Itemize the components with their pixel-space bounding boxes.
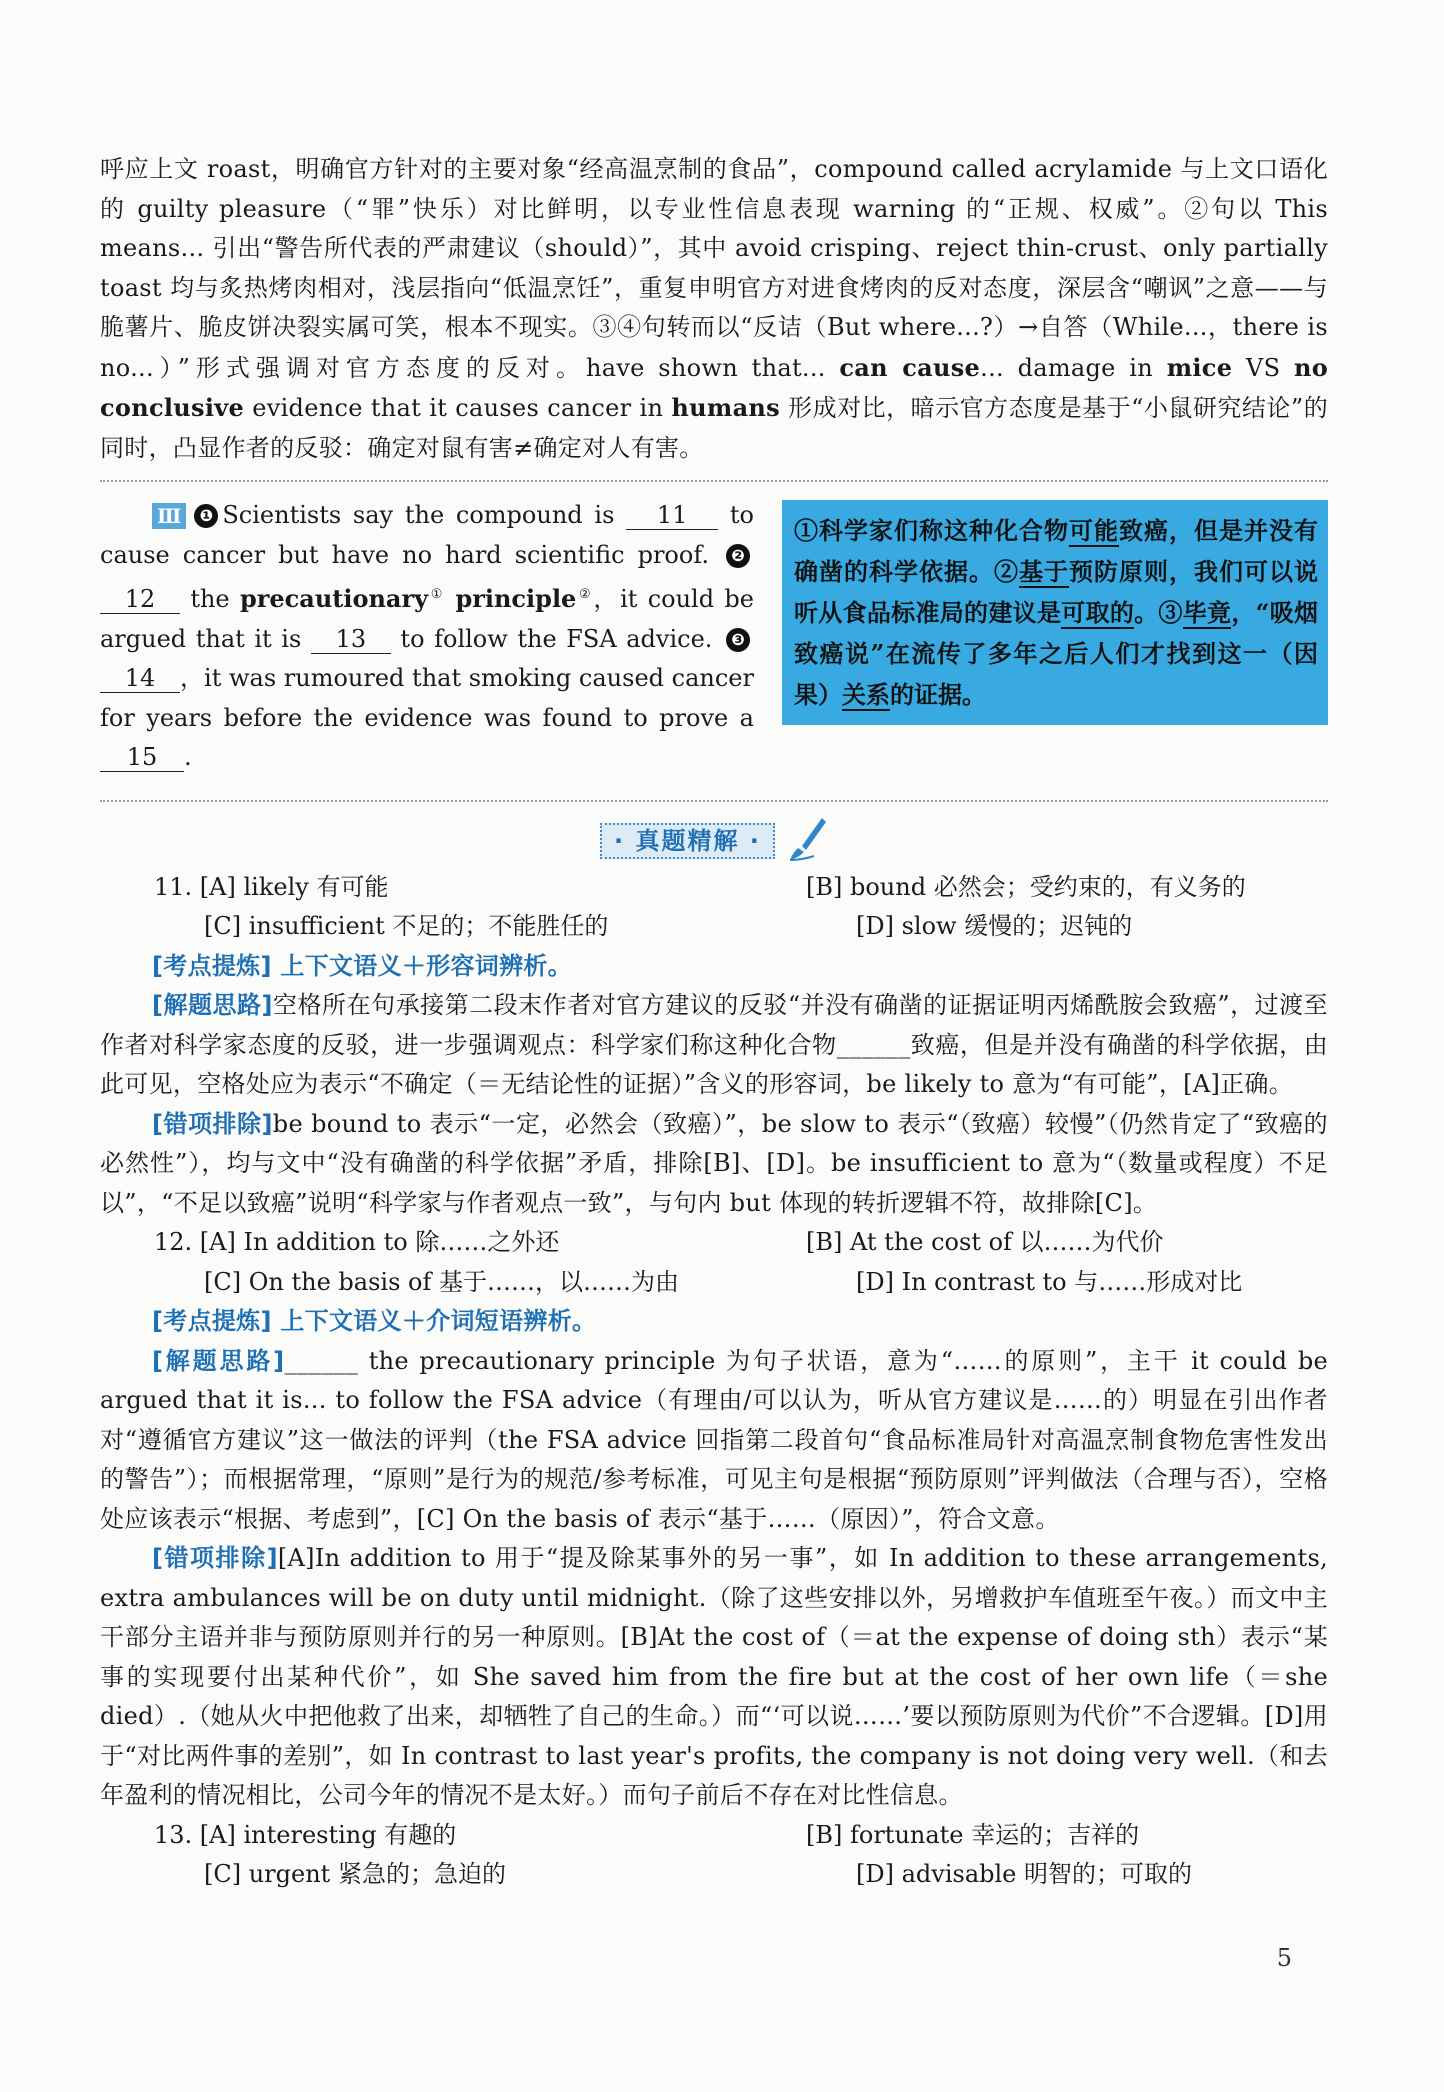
sentence-number: ❸ [726, 628, 750, 652]
option-d: [D] slow 缓慢的；迟钝的 [856, 912, 1133, 940]
option-d: [D] advisable 明智的；可取的 [856, 1860, 1192, 1888]
divider [100, 800, 1328, 802]
translation-keyword: 基于 [1019, 557, 1069, 586]
sentence-number: ❶ [194, 504, 218, 528]
heading-label: · 真题精解 · [600, 823, 775, 859]
option-a: 12. [A] In addition to 除……之外还 [154, 1228, 560, 1256]
divider [100, 480, 1328, 482]
solution-text: ______ the precautionary principle 为句子状语，意为“……的原则”，主干 it could be argued that it is... to follow the FSA advice（有理由/可以认为，听从官方建议是……的）明显在引出作者对“遵循官方建议”这一做法的评判（the FSA advice 回指第二段首句“食品标准局针对高温烹制食物危害性发出的警告”）；而根据常理，“原则”是行为的规范/参考标准，可见主句是根据“预防原则”评判做法（合理与否），空格处应该表示“根据、考虑到”，[C] On the basis of 表示“基于……（原因）”，符合文意。 [100, 1346, 1328, 1533]
passage-text: ，it could be argued that it is [100, 585, 754, 653]
intro-bold: no conclusive [100, 352, 1329, 422]
translation-text: ，“吸烟致癌说”在流传了多年之后人们才找到这一（因果） [794, 598, 1319, 709]
option-b: [B] bound 必然会；受约束的，有义务的 [806, 872, 1246, 901]
intro-text: evidence that it causes cancer in [244, 394, 672, 422]
intro-text: ... damage in [980, 353, 1167, 382]
blank-14: 14 [100, 664, 180, 693]
translation-keyword: 毕竟 [1182, 598, 1232, 627]
option-c: [C] insufficient 不足的；不能胜任的 [204, 912, 609, 940]
passage-text: Scientists say the compound is [222, 501, 627, 529]
footnote-mark: ② [576, 587, 594, 602]
section-number-badge: Ⅲ [152, 503, 186, 529]
blank-15: 15 [100, 743, 184, 772]
key-point-tag: [考点提炼] 上下文语义＋介词短语辨析。 [152, 1307, 597, 1335]
q11-key-point [100, 947, 1328, 987]
q12-wrong-options [100, 1539, 1328, 1816]
option-a: 13. [A] interesting 有趣的 [154, 1820, 457, 1849]
option-d: [D] In contrast to 与……形成对比 [856, 1267, 1243, 1296]
wrong-option-tag: [错项排除] [152, 1109, 273, 1138]
brush-icon [788, 816, 828, 866]
translation-text: 预防原则，我们可以说听从食品标准局的建议是 [794, 557, 1318, 627]
intro-text: VS [1232, 353, 1294, 382]
intro-text: 形成对比，暗示官方态度是基于“小鼠研究结论”的同时，凸显作者的反驳：确定对鼠有害≠确定对人有害。 [100, 394, 1328, 462]
wrong-option-text: be bound to 表示“一定，必然会（致癌）”，be slow to 表示“（致癌）较慢”（仍然肯定了“致癌的必然性”），均与文中“没有确凿的科学依据”矛盾，排除[B]、[D]。be insufficient to 意为“（数量或程度）不足以”，“不足以致癌”说明“科学家与作者观点一致”，与句内 but 体现的转折逻辑不符，故排除[C]。 [100, 1109, 1328, 1217]
vocab-word: precautionary [239, 584, 429, 613]
solution-tag: [解题思路] [152, 1346, 285, 1375]
section-3 [100, 496, 1328, 778]
passage-text: . [184, 743, 192, 771]
wrong-option-tag: [错项排除] [152, 1544, 278, 1572]
option-c: [C] On the basis of 基于……，以……为由 [204, 1267, 679, 1296]
page-number: 5 [1276, 1944, 1292, 1972]
option-b: [B] At the cost of 以……为代价 [806, 1228, 1164, 1256]
q11-options-row1 [100, 868, 1328, 908]
page-content [100, 150, 1328, 1895]
option-a: 11. [A] likely 有可能 [154, 872, 389, 901]
intro-bold: mice [1166, 352, 1233, 382]
solution-tag: [解题思路] [152, 991, 273, 1019]
vocab-word: principle [455, 584, 577, 613]
q12-solution [100, 1342, 1328, 1540]
solution-text: 空格所在句承接第二段末作者对官方建议的反驳“并没有确凿的证据证明丙烯酰胺会致癌”，过渡至作者对科学家态度的反驳，进一步强调观点：科学家们称这种化合物______致癌，但是并没有确凿的科学依据，由此可见，空格处应为表示“不确定（＝无结论性的证据）”含义的形容词，be likely to 意为“有可能”，[A]正确。 [100, 991, 1328, 1098]
intro-paragraph [100, 150, 1328, 468]
translation-keyword: 可取的 [1061, 598, 1135, 627]
passage-text: ，it was rumoured that smoking caused cancer for years before the evidence was found to prove a [100, 664, 754, 732]
passage-text: to cause cancer but have no hard scientific proof. [100, 501, 754, 569]
q13-options-row2 [100, 1855, 1328, 1895]
q11-wrong-options [100, 1105, 1328, 1224]
translation-text: 致癌，但是并没有确凿的科学依据。② [794, 516, 1318, 586]
passage-text: to follow the FSA advice. [390, 624, 723, 653]
sentence-number: ❷ [726, 544, 750, 568]
wrong-option-text: [A]In addition to 用于“提及除某事外的另一事”，如 In addition to these arrangements, extra ambulances will be on duty until midnight.（除了这些安排以外，另增救护车值班至午夜。）而文中主干部分主语并非与预防原则并行的另一种原则。[B]At the cost of（＝at the expense of doing sth）表示“某事的实现要付出某种代价”，如 She saved him from the fire but at the cost of her own life（＝she died）.（她从火中把他救了出来，却牺牲了自己的生命。）而“‘可以说……’要以预防原则为代价”不合逻辑。[D]用于“对比两件事的差别”，如 In contrast to last year's profits, the company is not doing very well.（和去年盈利的情况相比，公司今年的情况不是太好。）而句子前后不存在对比性信息。 [100, 1544, 1328, 1809]
blank-12: 12 [100, 585, 180, 614]
translation-text: ①科学家们称这种化合物 [794, 516, 1069, 545]
intro-bold: can cause [839, 352, 981, 382]
translation-text: 。③ [1134, 598, 1183, 627]
blank-11: 11 [626, 501, 718, 530]
footnote-mark: ① [428, 587, 446, 602]
q11-options-row2 [100, 907, 1328, 947]
translation-keyword: 关系 [842, 680, 890, 709]
option-c: [C] urgent 紧急的；急迫的 [204, 1860, 506, 1888]
intro-bold: humans [671, 393, 780, 422]
q12-key-point [100, 1302, 1328, 1342]
option-b: [B] fortunate 幸运的；吉祥的 [806, 1820, 1140, 1849]
key-point-tag: [考点提炼] 上下文语义＋形容词辨析。 [152, 951, 572, 980]
q13-options-row1 [100, 1816, 1328, 1856]
cloze-passage [100, 496, 754, 778]
q12-options-row2 [100, 1263, 1328, 1303]
q11-solution [100, 986, 1328, 1105]
translation-text: 的证据。 [890, 680, 986, 709]
translation-box [782, 500, 1328, 725]
q12-options-row1 [100, 1223, 1328, 1263]
intro-text: 呼应上文 roast，明确官方针对的主要对象“经高温烹制的食品”，compound called acrylamide 与上文口语化的 guilty pleasure（“罪”快乐）对比鲜明，以专业性信息表现 warning 的“正规、权威”。②句以 This means... 引出“警告所代表的严肃建议（should）”，其中 avoid crisping、reject thin-crust、only partially toast 均与炙热烤肉相对，浅层指向“低温烹饪”，重复申明官方对进食烤肉的反对态度，深层含“嘲讽”之意——与脆薯片、脆皮饼决裂实属可笑，根本不现实。③④句转而以“反诘（But where...?）→自答（While...，there is no...）”形式强调对官方态度的反对。have shown that... [100, 155, 1328, 382]
passage-text: the [180, 585, 240, 613]
section-heading [100, 816, 1328, 866]
translation-keyword: 可能 [1069, 516, 1119, 545]
blank-13: 13 [311, 625, 391, 654]
